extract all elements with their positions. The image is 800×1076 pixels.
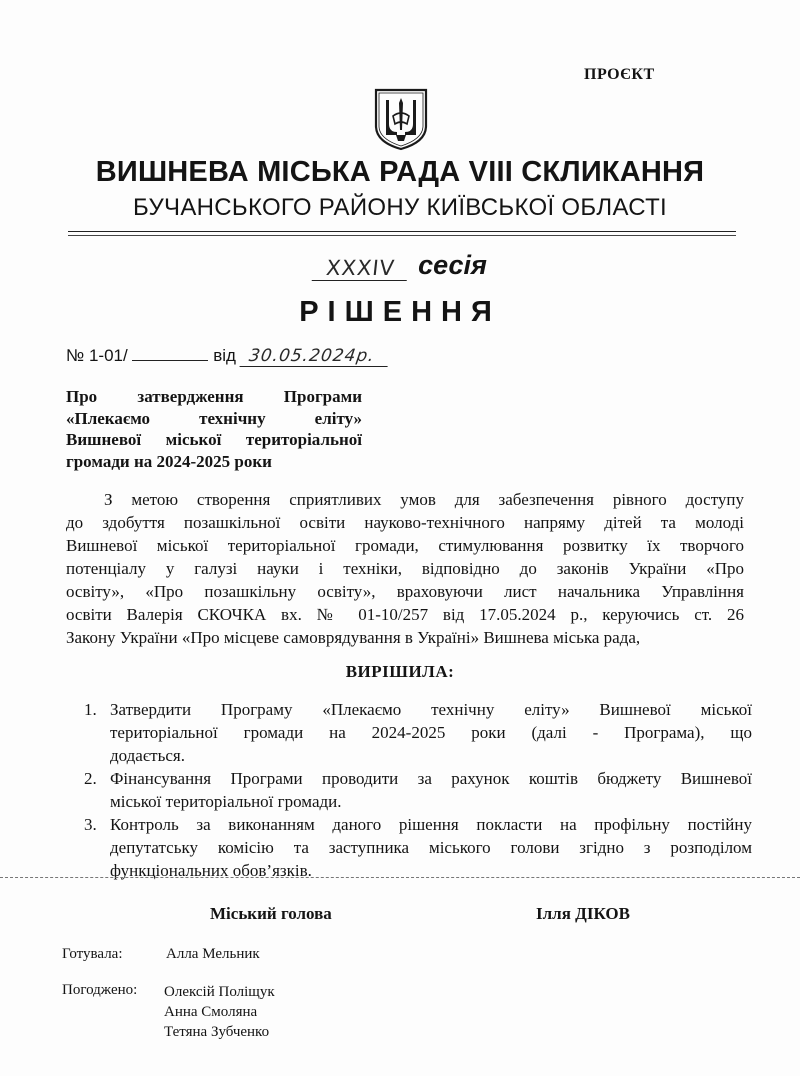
item-line: Контроль за виконанням даного рішення покласти на профільну постійну: [110, 815, 752, 834]
preamble-line: до здобуття позашкільної освіти науково-технічного напряму дітей та молоді: [66, 513, 744, 532]
agreed-label: Погоджено:: [62, 982, 138, 998]
district-name: БУЧАНСЬКОГО РАЙОНУ КИЇВСЬКОЇ ОБЛАСТІ: [132, 194, 668, 221]
item-line: міської територіальної громади.: [110, 792, 342, 811]
item-number: 3.: [84, 815, 97, 834]
preamble-line: Закону України «Про місцеве самоврядування в Україні» Вишнева міська рада,: [66, 628, 641, 647]
trident-coat-of-arms-icon: [372, 86, 430, 152]
resolution-item: [80, 767, 752, 813]
agreed-name: Тетяна Зубченко: [164, 1024, 270, 1040]
preamble-line: освіти Валерія СКОЧКА вх. № 01-10/257 від 17.05.2024 р., керуючись ст. 26: [66, 605, 744, 624]
session-number: XXXIV: [312, 256, 410, 281]
council-name: ВИШНЕВА МІСЬКА РАДА VIII СКЛИКАННЯ: [95, 156, 705, 188]
item-line: функціональних обов’язків.: [110, 861, 312, 880]
item-line: Затвердити Програму «Плекаємо технічну еліту» Вишневої міської: [110, 700, 752, 719]
subject-line: громади на 2024-2025 роки: [66, 451, 272, 471]
item-line: депутатську комісію та заступника міського голови згідно з розподілом: [110, 838, 752, 857]
header-rule: [68, 231, 736, 232]
header-rule-thin: [68, 235, 736, 236]
subject-line: Вишневої міської територіальної: [66, 430, 362, 449]
resolution-items: [80, 698, 752, 882]
preamble-line: Вишневої міської територіальної громади, стимулювання розвитку їх творчого: [66, 536, 744, 555]
date-from-label: від: [213, 346, 236, 365]
session-word: сесія: [418, 250, 487, 280]
preamble-line: освіту», «Про позашкільну освіту», враховуючи лист начальника Управління: [66, 582, 744, 601]
resolution-item: [80, 698, 752, 767]
decision-number-prefix: № 1-01/: [66, 346, 128, 365]
item-number: 2.: [84, 769, 97, 788]
prepared-name: Алла Мельник: [166, 946, 260, 962]
signature-name: Ілля ДІКОВ: [536, 904, 630, 923]
item-line: територіальної громади на 2024-2025 роки (далі - Програма), що: [110, 723, 752, 742]
preamble: [66, 488, 744, 649]
session-line: [0, 250, 800, 286]
agreed-name: Олексій Поліщук: [164, 984, 275, 1000]
item-line: додається.: [110, 746, 185, 765]
signature-title: Міський голова: [210, 904, 332, 923]
prepared-label: Готувала:: [62, 946, 123, 962]
decision-date: 30.05.2024р.: [239, 346, 390, 367]
decision-number-blank: [132, 346, 208, 361]
decision-subject: [66, 386, 362, 472]
item-number: 1.: [84, 700, 97, 719]
item-line: Фінансування Програми проводити за рахунок коштів бюджету Вишневої: [110, 769, 752, 788]
subject-line: Про затвердження Програми: [66, 387, 362, 406]
resolution-item: [80, 813, 752, 882]
decision-number-line: [66, 346, 389, 367]
project-label: ПРОЄКТ: [584, 66, 655, 83]
decision-title: РІШЕННЯ: [299, 296, 501, 328]
preamble-line: З метою створення сприятливих умов для забезпечення рівного доступу: [104, 490, 744, 509]
agreed-name: Анна Смоляна: [164, 1004, 258, 1020]
subject-line: «Плекаємо технічну еліту»: [66, 408, 362, 428]
preamble-line: потенціалу у галузі науки і техніки, відповідно до законів України «Про: [66, 559, 744, 578]
agreed-names: [164, 982, 275, 1042]
scan-fold-line: [0, 877, 800, 878]
resolved-heading: ВИРІШИЛА:: [345, 662, 455, 681]
